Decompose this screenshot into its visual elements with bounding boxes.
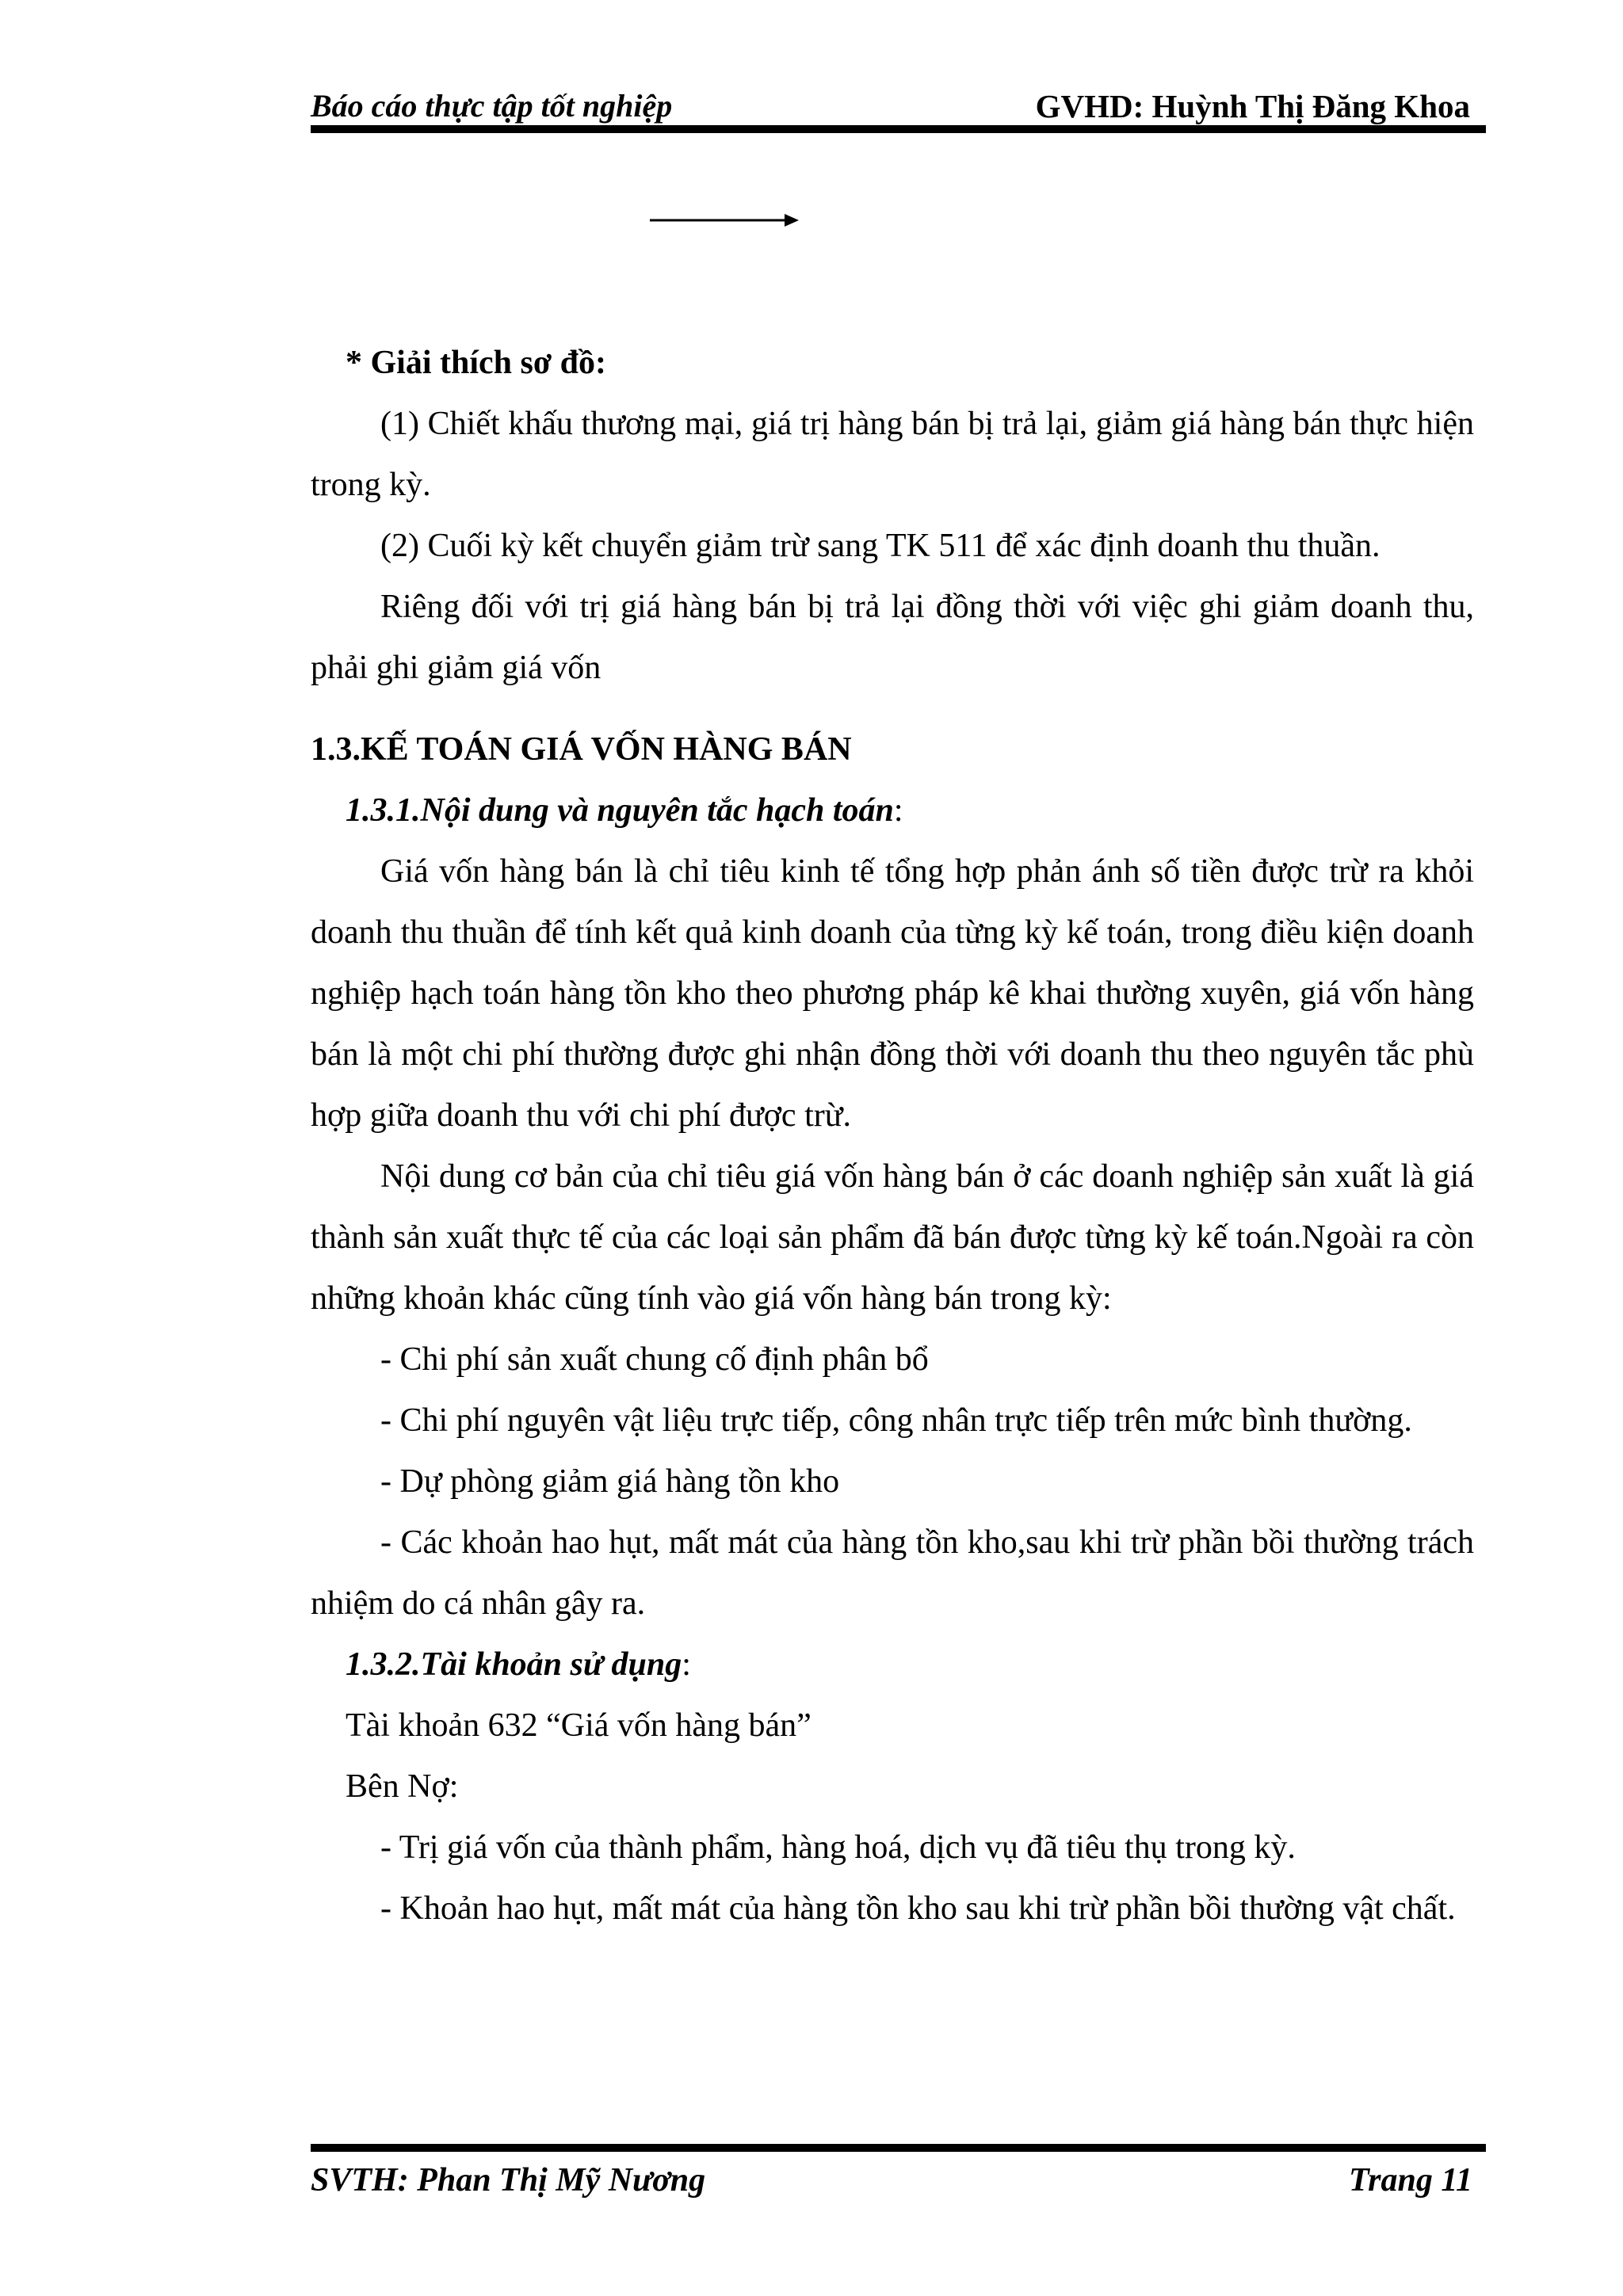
list-item: - Chi phí nguyên vật liệu trực tiếp, công nhân trực tiếp trên mức bình thường.: [380, 1402, 1412, 1439]
explanation-paragraph-2: (2) Cuối kỳ kết chuyển giảm trừ sang TK 511 để xác định doanh thu thuần.: [380, 528, 1381, 564]
subsection-2-title-text: 1.3.2.Tài khoản sử dụng: [346, 1646, 682, 1683]
header-divider: [311, 125, 1486, 133]
arrow-right-icon: [650, 211, 799, 230]
subsection-1-title-text: 1.3.1.Nội dung và nguyên tắc hạch toán: [346, 792, 894, 829]
content-paragraph-1: Giá vốn hàng bán là chỉ tiêu kinh tế tổng hợp phản ánh số tiền được trừ ra khỏi doanh thu thuần để tính kết quả kinh doanh của từng kỳ kế toán, trong điều kiện doanh nghiệp hạch toán hàng tồn kho theo phương pháp kê khai thường xuyên, giá vốn hàng bán là một chi phí thường được ghi nhận đồng thời với doanh thu theo nguyên tắc phù hợp giữa doanh thu với chi phí được trừ.: [311, 853, 1474, 1134]
header-advisor: GVHD: Huỳnh Thị Đăng Khoa: [1035, 88, 1470, 124]
main-content: [311, 333, 1474, 1939]
footer-divider: [311, 2144, 1486, 2152]
list-item: - Trị giá vốn của thành phẩm, hàng hoá, dịch vụ đã tiêu thụ trong kỳ.: [380, 1829, 1296, 1866]
list-item: - Các khoản hao hụt, mất mát của hàng tồn kho,sau khi trừ phần bồi thường trách nhiệm do cá nhân gây ra.: [311, 1524, 1474, 1622]
subsection-1-title: [311, 780, 1474, 841]
header-report-title: Báo cáo thực tập tốt nghiệp: [311, 88, 673, 124]
explanation-paragraph-1: (1) Chiết khấu thương mại, giá trị hàng bán bị trả lại, giảm giá hàng bán thực hiện trong kỳ.: [311, 406, 1474, 503]
page-number: Trang 11: [1349, 2162, 1472, 2199]
subsection-2-colon: :: [682, 1646, 691, 1683]
debit-label: Bên Nợ:: [346, 1768, 459, 1805]
list-item: - Dự phòng giảm giá hàng tồn kho: [380, 1463, 840, 1500]
account-line: Tài khoản 632 “Giá vốn hàng bán”: [346, 1707, 812, 1744]
content-paragraph-2: Nội dung cơ bản của chỉ tiêu giá vốn hàng bán ở các doanh nghiệp sản xuất là giá thành sản xuất thực tế của các loại sản phẩm đã bán được từng kỳ kế toán.Ngoài ra còn những khoản khác cũng tính vào giá vốn hàng bán trong kỳ:: [311, 1158, 1474, 1317]
footer-student: SVTH: Phan Thị Mỹ Nương: [311, 2162, 706, 2199]
subsection-1-colon: :: [893, 792, 903, 829]
list-item: - Khoản hao hụt, mất mát của hàng tồn kho sau khi trừ phần bồi thường vật chất.: [380, 1890, 1456, 1927]
list-item: - Chi phí sản xuất chung cố định phân bổ: [380, 1341, 929, 1378]
subsection-2-title: [311, 1634, 1474, 1695]
diagram-explanation-heading: * Giải thích sơ đồ:: [346, 345, 606, 381]
section-title: 1.3.KẾ TOÁN GIÁ VỐN HÀNG BÁN: [311, 731, 852, 768]
explanation-paragraph-3: Riêng đối với trị giá hàng bán bị trả lại đồng thời với việc ghi giảm doanh thu, phải ghi giảm giá vốn: [311, 589, 1474, 686]
